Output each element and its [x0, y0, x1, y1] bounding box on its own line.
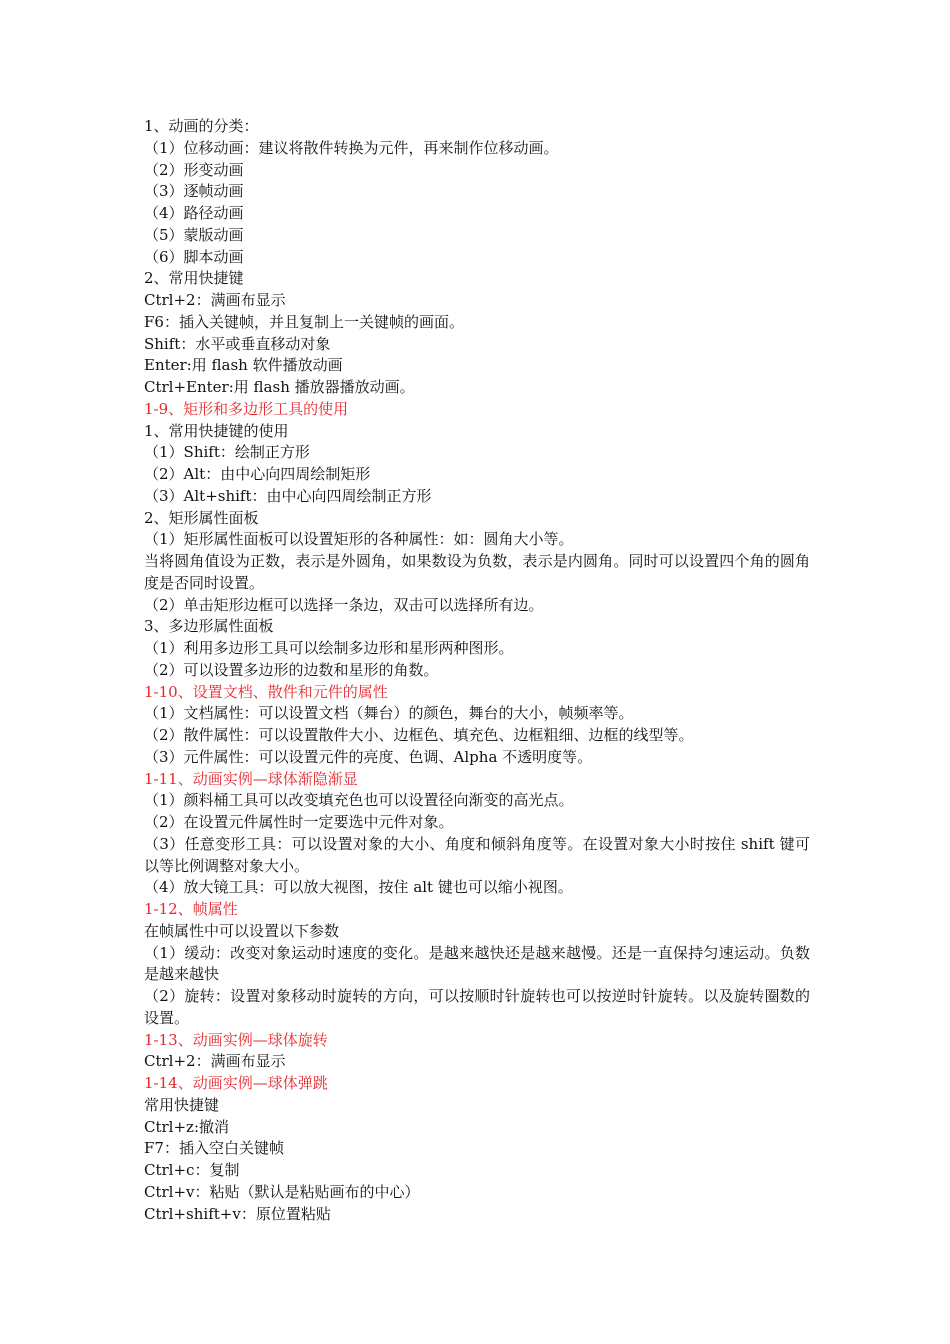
- text-line: （3）Alt+shift：由中心向四周绘制正方形: [144, 486, 432, 505]
- text-line: 1、常用快捷键的使用: [144, 421, 289, 440]
- text-line: （1）颜料桶工具可以改变填充色也可以设置径向渐变的高光点。: [144, 791, 574, 810]
- section-heading: 1-9、矩形和多边形工具的使用: [144, 399, 349, 418]
- text-line: （2）可以设置多边形的边数和星形的角数。: [144, 660, 439, 679]
- text-line: （1）利用多边形工具可以绘制多边形和星形两种图形。: [144, 639, 514, 657]
- text-line: Ctrl+2：满画布显示: [144, 1052, 286, 1071]
- section-heading: 1-11、动画实例—球体渐隐渐显: [144, 769, 358, 788]
- text-line: Ctrl+shift+v：原位置粘贴: [144, 1204, 331, 1223]
- document-body: [144, 116, 810, 1225]
- text-line: （1）位移动画：建议将散件转换为元件，再来制作位移动画。: [144, 138, 559, 157]
- text-line: F7：插入空白关键帧: [144, 1139, 284, 1158]
- section-heading: 1-12、帧属性: [144, 900, 238, 918]
- text-line: Ctrl+2：满画布显示: [144, 291, 286, 309]
- text-line: （3）任意变形工具：可以设置对象的大小、角度和倾斜角度等。在设置对象大小时按住 shift 键可以等比例调整对象大小。: [144, 834, 810, 875]
- text-line: Ctrl+z:撤消: [144, 1117, 229, 1136]
- text-line: Ctrl+c：复制: [144, 1161, 240, 1179]
- text-line: （1）文档属性：可以设置文档（舞台）的颜色，舞台的大小，帧频率等。: [144, 704, 634, 723]
- text-line: 当将圆角值设为正数，表示是外圆角，如果数设为负数，表示是内圆角。同时可以设置四个角的圆角度是否同时设置。: [144, 552, 810, 592]
- text-line: （5）蒙版动画: [144, 225, 244, 244]
- text-line: 2、矩形属性面板: [144, 508, 259, 527]
- text-line: （2）形变动画: [144, 160, 244, 179]
- text-line: 2、常用快捷键: [144, 269, 244, 288]
- text-line: （6）脚本动画: [144, 247, 244, 266]
- text-line: Enter:用 flash 软件播放动画: [144, 356, 343, 375]
- text-line: （3）元件属性：可以设置元件的亮度、色调、Alpha 不透明度等。: [144, 747, 593, 766]
- text-line: Ctrl+Enter:用 flash 播放器播放动画。: [144, 378, 415, 396]
- text-line: （3）逐帧动画: [144, 182, 244, 201]
- text-line: Shift：水平或垂直移动对象: [144, 334, 331, 353]
- text-line: （1）Shift：绘制正方形: [144, 443, 310, 462]
- text-line: （2）单击矩形边框可以选择一条边，双击可以选择所有边。: [144, 595, 544, 614]
- text-line: 常用快捷键: [144, 1095, 220, 1114]
- text-line: （2）散件属性：可以设置散件大小、边框色、填充色、边框粗细、边框的线型等。: [144, 726, 694, 744]
- text-line: Ctrl+v：粘贴（默认是粘贴画布的中心）: [144, 1182, 420, 1201]
- section-heading: 1-10、设置文档、散件和元件的属性: [144, 682, 388, 701]
- text-line: 1、动画的分类：: [144, 117, 259, 135]
- text-line: F6：插入关键帧，并且复制上一关键帧的画面。: [144, 312, 464, 331]
- text-line: （4）路径动画: [144, 204, 244, 222]
- text-line: （1）矩形属性面板可以设置矩形的各种属性：如：圆角大小等。: [144, 530, 574, 549]
- text-line: 在帧属性中可以设置以下参数: [144, 921, 340, 940]
- text-line: （2）旋转：设置对象移动时旋转的方向，可以按顺时针旋转也可以按逆时针旋转。以及旋转圈数的设置。: [144, 987, 810, 1027]
- text-line: （4）放大镜工具：可以放大视图，按住 alt 键也可以缩小视图。: [144, 878, 573, 897]
- text-line: 3、多边形属性面板: [144, 617, 274, 636]
- text-line: （2）在设置元件属性时一定要选中元件对象。: [144, 813, 454, 831]
- section-heading: 1-14、动画实例—球体弹跳: [144, 1074, 328, 1092]
- section-heading: 1-13、动画实例—球体旋转: [144, 1030, 328, 1049]
- text-line: （1）缓动：改变对象运动时速度的变化。是越来越快还是越来越慢。还是一直保持匀速运动。负数是越来越快: [144, 943, 810, 984]
- text-line: （2）Alt：由中心向四周绘制矩形: [144, 465, 371, 483]
